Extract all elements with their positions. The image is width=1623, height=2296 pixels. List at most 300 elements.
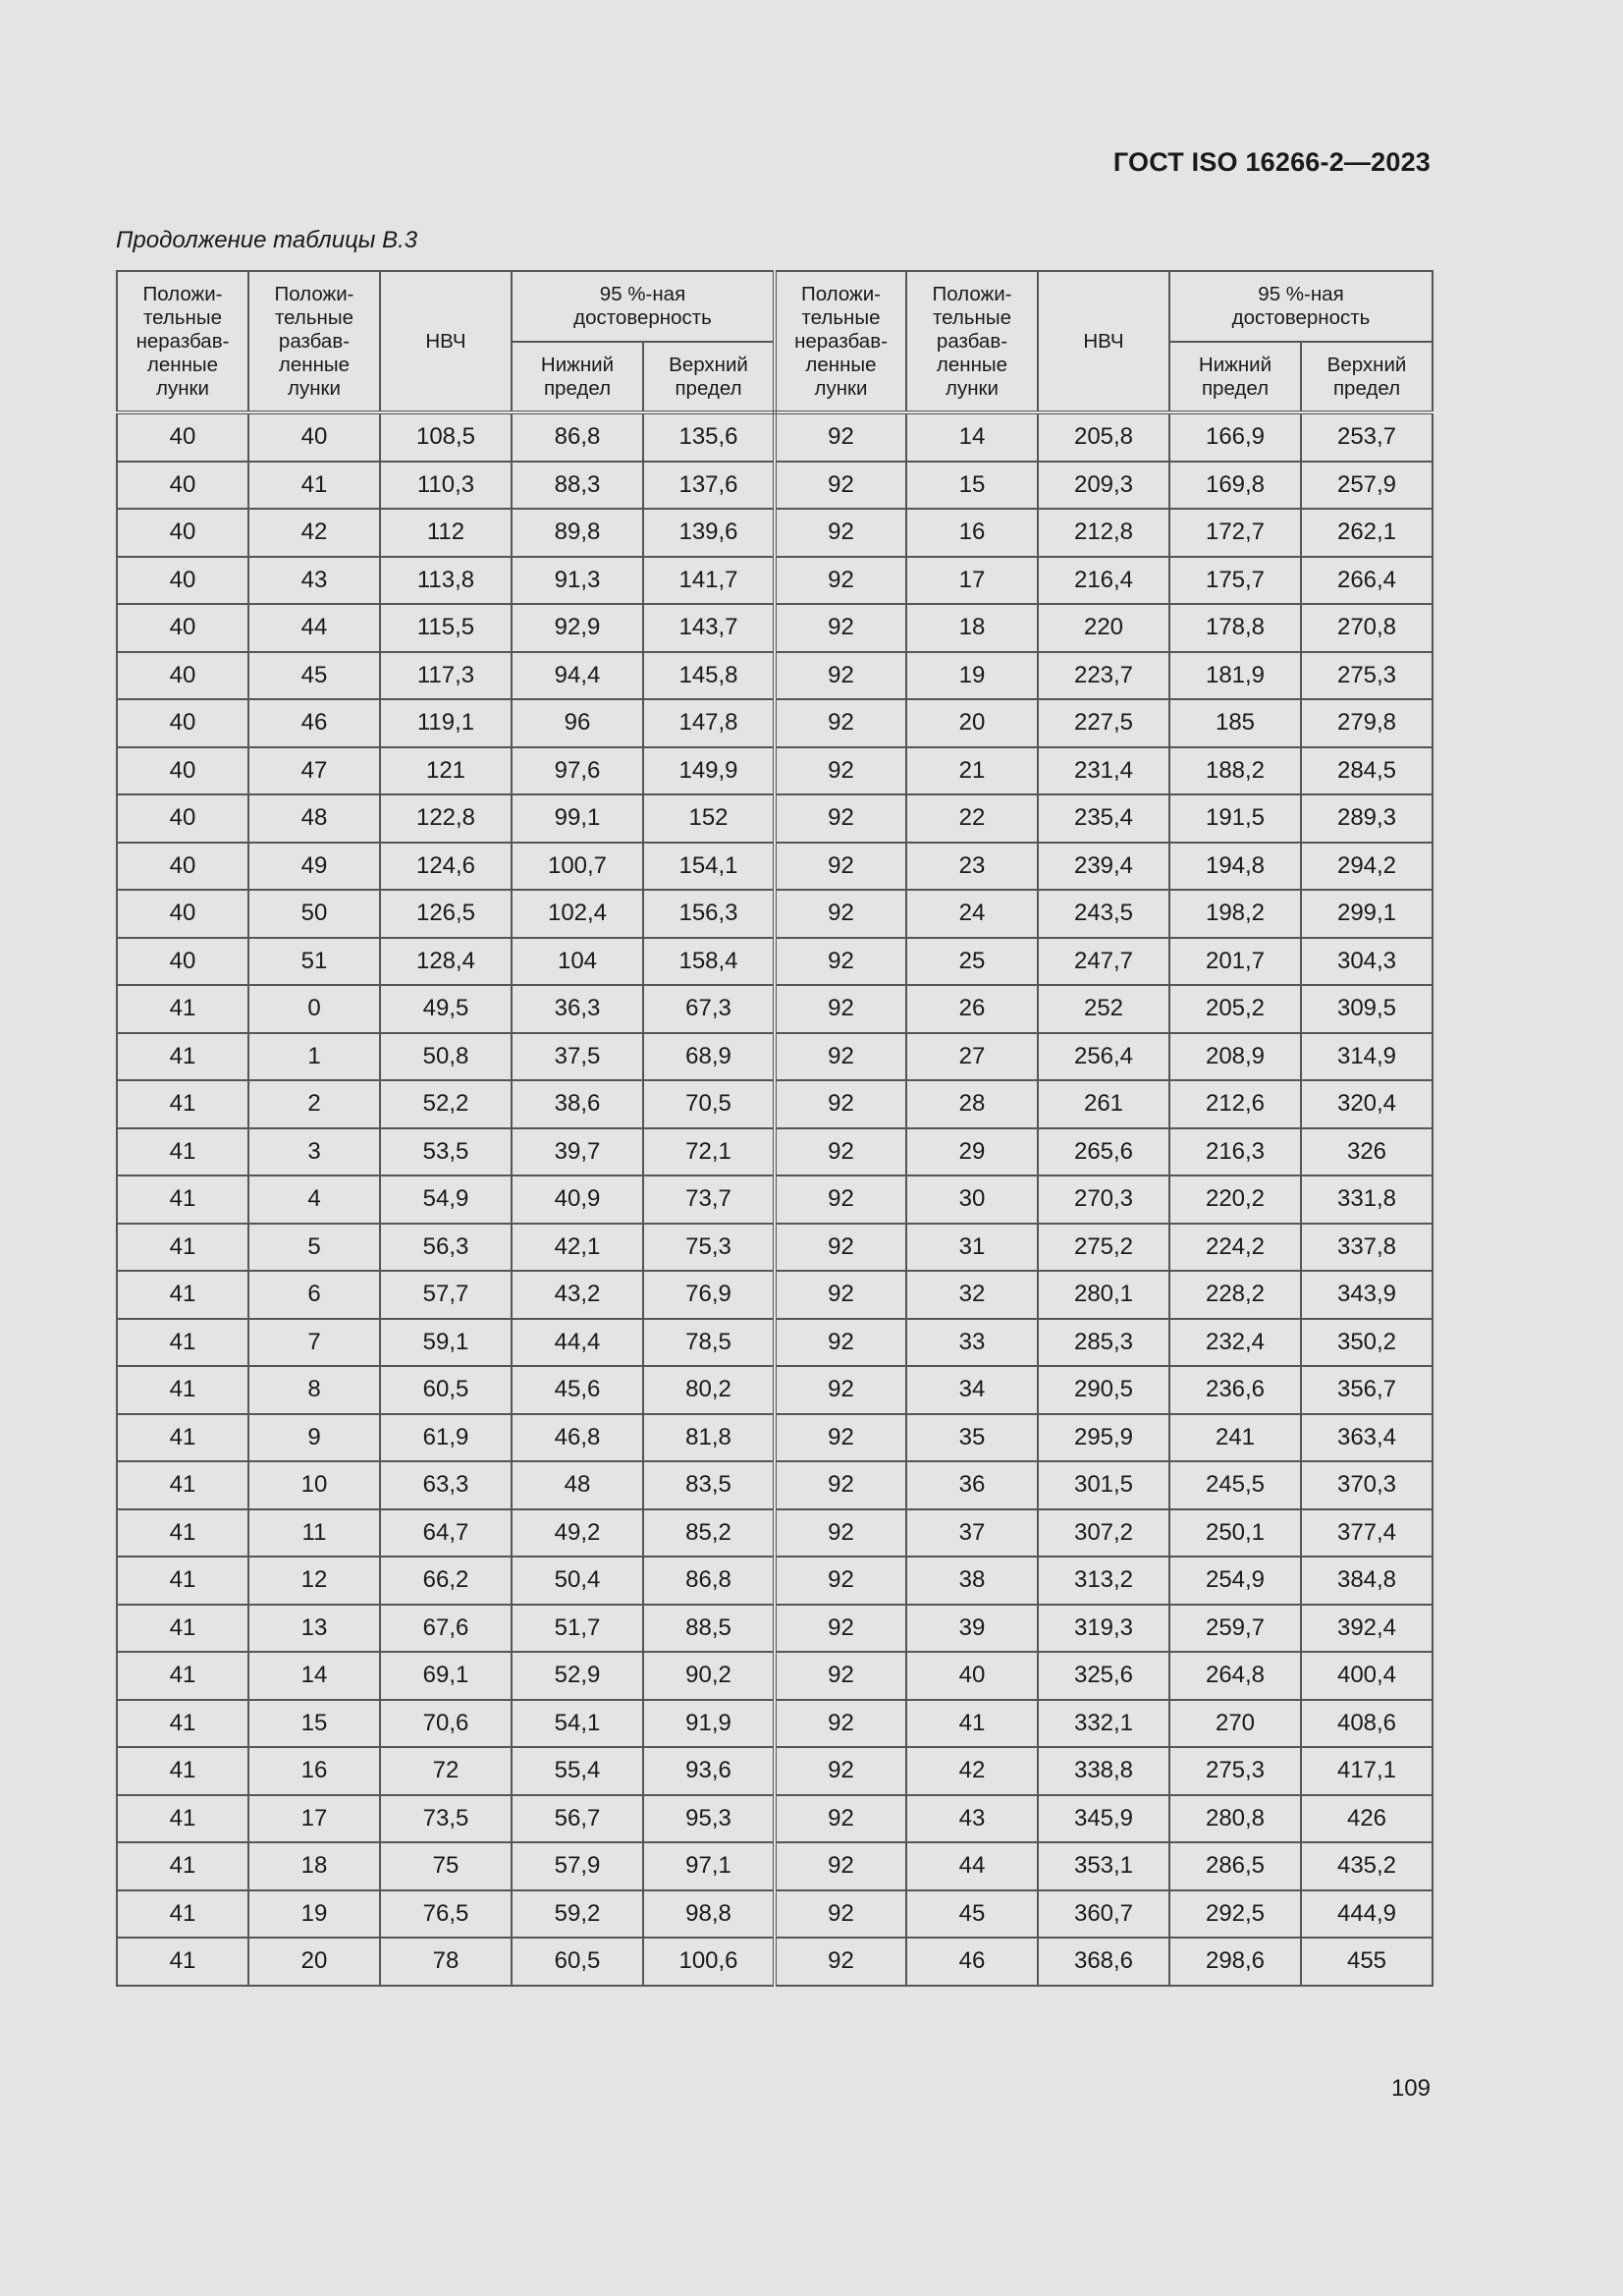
cell-upper-limit: 78,5 — [643, 1319, 775, 1367]
cell-pos-diluted-right: 31 — [906, 1224, 1038, 1272]
cell-lower-limit-right: 212,6 — [1169, 1080, 1301, 1128]
cell-pos-undiluted-right: 92 — [775, 1224, 906, 1272]
cell-lower-limit: 91,3 — [512, 557, 643, 605]
cell-upper-limit: 135,6 — [643, 412, 775, 462]
cell-upper-limit-right: 435,2 — [1301, 1842, 1433, 1890]
cell-lower-limit: 54,1 — [512, 1700, 643, 1748]
table-row — [117, 1652, 1433, 1700]
cell-upper-limit: 81,8 — [643, 1414, 775, 1462]
cell-mpn: 117,3 — [380, 652, 512, 700]
header-upper-limit-right: Верхний предел — [1301, 342, 1433, 412]
cell-mpn-right: 223,7 — [1038, 652, 1169, 700]
cell-upper-limit-right: 356,7 — [1301, 1366, 1433, 1414]
cell-pos-diluted-right: 24 — [906, 890, 1038, 938]
cell-upper-limit: 67,3 — [643, 985, 775, 1033]
cell-upper-limit: 85,2 — [643, 1509, 775, 1558]
cell-pos-diluted: 42 — [248, 509, 380, 557]
table-row — [117, 1366, 1433, 1414]
cell-mpn: 112 — [380, 509, 512, 557]
cell-mpn: 78 — [380, 1938, 512, 1986]
cell-lower-limit-right: 275,3 — [1169, 1747, 1301, 1795]
cell-upper-limit-right: 444,9 — [1301, 1890, 1433, 1939]
cell-lower-limit: 60,5 — [512, 1938, 643, 1986]
cell-mpn: 73,5 — [380, 1795, 512, 1843]
cell-upper-limit: 149,9 — [643, 747, 775, 795]
cell-mpn: 50,8 — [380, 1033, 512, 1081]
cell-pos-undiluted-right: 92 — [775, 699, 906, 747]
cell-pos-diluted-right: 35 — [906, 1414, 1038, 1462]
cell-pos-diluted-right: 27 — [906, 1033, 1038, 1081]
cell-pos-undiluted-right: 92 — [775, 1700, 906, 1748]
cell-mpn: 121 — [380, 747, 512, 795]
cell-upper-limit-right: 284,5 — [1301, 747, 1433, 795]
cell-upper-limit-right: 294,2 — [1301, 843, 1433, 891]
cell-lower-limit-right: 169,8 — [1169, 462, 1301, 510]
cell-upper-limit-right: 326 — [1301, 1128, 1433, 1176]
cell-upper-limit-right: 257,9 — [1301, 462, 1433, 510]
cell-pos-undiluted-right: 92 — [775, 652, 906, 700]
cell-lower-limit: 97,6 — [512, 747, 643, 795]
cell-pos-diluted-right: 16 — [906, 509, 1038, 557]
cell-pos-diluted-right: 44 — [906, 1842, 1038, 1890]
cell-mpn-right: 313,2 — [1038, 1557, 1169, 1605]
cell-pos-undiluted: 40 — [117, 890, 248, 938]
cell-mpn-right: 360,7 — [1038, 1890, 1169, 1939]
cell-pos-diluted-right: 26 — [906, 985, 1038, 1033]
cell-upper-limit-right: 314,9 — [1301, 1033, 1433, 1081]
cell-mpn-right: 235,4 — [1038, 794, 1169, 843]
cell-pos-undiluted: 41 — [117, 1795, 248, 1843]
cell-pos-undiluted: 41 — [117, 1890, 248, 1939]
cell-lower-limit-right: 228,2 — [1169, 1271, 1301, 1319]
cell-pos-undiluted: 41 — [117, 1033, 248, 1081]
cell-lower-limit: 39,7 — [512, 1128, 643, 1176]
cell-lower-limit-right: 201,7 — [1169, 938, 1301, 986]
cell-upper-limit-right: 320,4 — [1301, 1080, 1433, 1128]
cell-pos-undiluted-right: 92 — [775, 938, 906, 986]
cell-lower-limit-right: 250,1 — [1169, 1509, 1301, 1558]
cell-pos-undiluted: 41 — [117, 1128, 248, 1176]
cell-upper-limit: 145,8 — [643, 652, 775, 700]
cell-upper-limit-right: 279,8 — [1301, 699, 1433, 747]
cell-lower-limit-right: 254,9 — [1169, 1557, 1301, 1605]
header-lower-limit-right: Нижний предел — [1169, 342, 1301, 412]
header-mpn-right: НВЧ — [1038, 271, 1169, 412]
cell-mpn-right: 205,8 — [1038, 412, 1169, 462]
cell-lower-limit: 52,9 — [512, 1652, 643, 1700]
cell-lower-limit-right: 220,2 — [1169, 1175, 1301, 1224]
cell-pos-undiluted-right: 92 — [775, 557, 906, 605]
cell-mpn-right: 231,4 — [1038, 747, 1169, 795]
table-row — [117, 985, 1433, 1033]
cell-pos-diluted-right: 17 — [906, 557, 1038, 605]
cell-pos-undiluted-right: 92 — [775, 794, 906, 843]
cell-lower-limit-right: 241 — [1169, 1414, 1301, 1462]
cell-pos-undiluted: 40 — [117, 938, 248, 986]
cell-mpn-right: 243,5 — [1038, 890, 1169, 938]
cell-lower-limit-right: 185 — [1169, 699, 1301, 747]
table-row — [117, 938, 1433, 986]
cell-mpn-right: 256,4 — [1038, 1033, 1169, 1081]
cell-lower-limit: 43,2 — [512, 1271, 643, 1319]
cell-lower-limit-right: 208,9 — [1169, 1033, 1301, 1081]
cell-pos-diluted: 2 — [248, 1080, 380, 1128]
cell-upper-limit: 93,6 — [643, 1747, 775, 1795]
cell-pos-undiluted-right: 92 — [775, 1509, 906, 1558]
cell-pos-diluted: 47 — [248, 747, 380, 795]
cell-mpn: 59,1 — [380, 1319, 512, 1367]
table-row — [117, 509, 1433, 557]
table-row — [117, 1747, 1433, 1795]
cell-pos-undiluted: 41 — [117, 1747, 248, 1795]
cell-mpn: 70,6 — [380, 1700, 512, 1748]
cell-upper-limit-right: 275,3 — [1301, 652, 1433, 700]
cell-pos-undiluted-right: 92 — [775, 985, 906, 1033]
cell-pos-undiluted-right: 92 — [775, 1795, 906, 1843]
cell-upper-limit-right: 262,1 — [1301, 509, 1433, 557]
cell-upper-limit: 68,9 — [643, 1033, 775, 1081]
cell-mpn: 49,5 — [380, 985, 512, 1033]
mpn-table — [116, 270, 1434, 1987]
header-lower-limit: Нижний предел — [512, 342, 643, 412]
cell-lower-limit-right: 259,7 — [1169, 1605, 1301, 1653]
cell-upper-limit: 76,9 — [643, 1271, 775, 1319]
cell-pos-undiluted-right: 92 — [775, 462, 906, 510]
cell-upper-limit: 141,7 — [643, 557, 775, 605]
page-number: 109 — [1390, 2075, 1431, 2102]
cell-upper-limit: 72,1 — [643, 1128, 775, 1176]
cell-pos-undiluted: 41 — [117, 1271, 248, 1319]
table-row — [117, 1700, 1433, 1748]
cell-pos-undiluted: 41 — [117, 1557, 248, 1605]
table-row — [117, 604, 1433, 652]
cell-pos-diluted: 13 — [248, 1605, 380, 1653]
cell-mpn: 113,8 — [380, 557, 512, 605]
cell-pos-diluted: 45 — [248, 652, 380, 700]
cell-mpn-right: 227,5 — [1038, 699, 1169, 747]
cell-mpn: 61,9 — [380, 1414, 512, 1462]
cell-lower-limit-right: 270 — [1169, 1700, 1301, 1748]
cell-upper-limit-right: 289,3 — [1301, 794, 1433, 843]
cell-mpn-right: 353,1 — [1038, 1842, 1169, 1890]
table-row — [117, 747, 1433, 795]
table-row — [117, 1509, 1433, 1558]
cell-pos-diluted: 11 — [248, 1509, 380, 1558]
cell-lower-limit: 100,7 — [512, 843, 643, 891]
cell-mpn: 63,3 — [380, 1461, 512, 1509]
cell-lower-limit: 88,3 — [512, 462, 643, 510]
cell-lower-limit-right: 181,9 — [1169, 652, 1301, 700]
cell-mpn: 124,6 — [380, 843, 512, 891]
table-row — [117, 1557, 1433, 1605]
cell-lower-limit: 96 — [512, 699, 643, 747]
table-row — [117, 1890, 1433, 1939]
cell-pos-diluted: 6 — [248, 1271, 380, 1319]
cell-pos-diluted: 43 — [248, 557, 380, 605]
cell-pos-diluted-right: 22 — [906, 794, 1038, 843]
cell-lower-limit: 49,2 — [512, 1509, 643, 1558]
cell-pos-undiluted-right: 92 — [775, 1605, 906, 1653]
table-row — [117, 412, 1433, 462]
table-row — [117, 1795, 1433, 1843]
cell-pos-diluted: 48 — [248, 794, 380, 843]
cell-lower-limit: 44,4 — [512, 1319, 643, 1367]
cell-pos-diluted-right: 29 — [906, 1128, 1038, 1176]
header-confidence-95: 95 %-ная достоверность — [512, 271, 775, 342]
cell-pos-diluted-right: 38 — [906, 1557, 1038, 1605]
cell-pos-undiluted: 41 — [117, 1938, 248, 1986]
cell-pos-diluted: 18 — [248, 1842, 380, 1890]
cell-pos-diluted: 12 — [248, 1557, 380, 1605]
cell-upper-limit: 73,7 — [643, 1175, 775, 1224]
cell-upper-limit: 70,5 — [643, 1080, 775, 1128]
cell-lower-limit: 50,4 — [512, 1557, 643, 1605]
cell-pos-undiluted: 41 — [117, 1080, 248, 1128]
cell-upper-limit: 98,8 — [643, 1890, 775, 1939]
cell-mpn-right: 290,5 — [1038, 1366, 1169, 1414]
cell-pos-undiluted: 41 — [117, 1842, 248, 1890]
cell-lower-limit: 56,7 — [512, 1795, 643, 1843]
cell-mpn: 69,1 — [380, 1652, 512, 1700]
table-row — [117, 1938, 1433, 1986]
cell-lower-limit-right: 194,8 — [1169, 843, 1301, 891]
cell-pos-diluted-right: 46 — [906, 1938, 1038, 1986]
table-row — [117, 1842, 1433, 1890]
cell-upper-limit-right: 331,8 — [1301, 1175, 1433, 1224]
header-positive-diluted-wells: Положи- тельные разбав- ленные лунки — [248, 271, 380, 412]
table-row — [117, 1461, 1433, 1509]
cell-upper-limit: 156,3 — [643, 890, 775, 938]
cell-lower-limit: 55,4 — [512, 1747, 643, 1795]
cell-lower-limit-right: 166,9 — [1169, 412, 1301, 462]
cell-pos-undiluted-right: 92 — [775, 1175, 906, 1224]
table-row — [117, 557, 1433, 605]
cell-upper-limit-right: 350,2 — [1301, 1319, 1433, 1367]
cell-mpn: 75 — [380, 1842, 512, 1890]
cell-upper-limit: 91,9 — [643, 1700, 775, 1748]
cell-pos-diluted: 50 — [248, 890, 380, 938]
cell-lower-limit: 89,8 — [512, 509, 643, 557]
cell-pos-diluted-right: 36 — [906, 1461, 1038, 1509]
cell-mpn: 122,8 — [380, 794, 512, 843]
cell-pos-undiluted: 40 — [117, 699, 248, 747]
table-row — [117, 1224, 1433, 1272]
cell-mpn: 54,9 — [380, 1175, 512, 1224]
cell-upper-limit-right: 309,5 — [1301, 985, 1433, 1033]
cell-lower-limit: 104 — [512, 938, 643, 986]
cell-mpn: 115,5 — [380, 604, 512, 652]
cell-pos-diluted: 10 — [248, 1461, 380, 1509]
cell-mpn-right: 345,9 — [1038, 1795, 1169, 1843]
cell-pos-undiluted: 40 — [117, 509, 248, 557]
cell-upper-limit-right: 304,3 — [1301, 938, 1433, 986]
cell-pos-diluted-right: 45 — [906, 1890, 1038, 1939]
cell-lower-limit: 51,7 — [512, 1605, 643, 1653]
cell-mpn-right: 338,8 — [1038, 1747, 1169, 1795]
cell-lower-limit: 37,5 — [512, 1033, 643, 1081]
cell-lower-limit-right: 216,3 — [1169, 1128, 1301, 1176]
cell-mpn-right: 216,4 — [1038, 557, 1169, 605]
cell-pos-diluted: 17 — [248, 1795, 380, 1843]
cell-mpn-right: 275,2 — [1038, 1224, 1169, 1272]
table-row — [117, 794, 1433, 843]
cell-mpn-right: 265,6 — [1038, 1128, 1169, 1176]
table-row — [117, 1319, 1433, 1367]
cell-pos-undiluted: 41 — [117, 985, 248, 1033]
cell-mpn-right: 325,6 — [1038, 1652, 1169, 1700]
cell-pos-undiluted: 40 — [117, 794, 248, 843]
table-row — [117, 699, 1433, 747]
cell-mpn-right: 247,7 — [1038, 938, 1169, 986]
cell-mpn-right: 212,8 — [1038, 509, 1169, 557]
cell-pos-undiluted: 41 — [117, 1509, 248, 1558]
cell-pos-undiluted-right: 92 — [775, 747, 906, 795]
cell-mpn: 76,5 — [380, 1890, 512, 1939]
cell-lower-limit-right: 172,7 — [1169, 509, 1301, 557]
cell-pos-undiluted: 41 — [117, 1461, 248, 1509]
cell-pos-diluted: 19 — [248, 1890, 380, 1939]
cell-upper-limit: 95,3 — [643, 1795, 775, 1843]
cell-mpn: 66,2 — [380, 1557, 512, 1605]
cell-upper-limit-right: 384,8 — [1301, 1557, 1433, 1605]
cell-pos-undiluted: 41 — [117, 1175, 248, 1224]
cell-mpn-right: 209,3 — [1038, 462, 1169, 510]
cell-mpn-right: 368,6 — [1038, 1938, 1169, 1986]
cell-pos-undiluted: 40 — [117, 604, 248, 652]
cell-pos-diluted-right: 42 — [906, 1747, 1038, 1795]
cell-lower-limit-right: 280,8 — [1169, 1795, 1301, 1843]
cell-pos-diluted: 41 — [248, 462, 380, 510]
cell-lower-limit-right: 298,6 — [1169, 1938, 1301, 1986]
cell-upper-limit-right: 377,4 — [1301, 1509, 1433, 1558]
table-row — [117, 1128, 1433, 1176]
header-positive-undiluted-wells-right: Положи- тельные неразбав- ленные лунки — [775, 271, 906, 412]
cell-pos-diluted-right: 28 — [906, 1080, 1038, 1128]
cell-upper-limit: 152 — [643, 794, 775, 843]
cell-upper-limit-right: 363,4 — [1301, 1414, 1433, 1462]
cell-lower-limit: 59,2 — [512, 1890, 643, 1939]
cell-lower-limit-right: 175,7 — [1169, 557, 1301, 605]
cell-lower-limit: 36,3 — [512, 985, 643, 1033]
cell-pos-undiluted-right: 92 — [775, 1557, 906, 1605]
cell-pos-undiluted-right: 92 — [775, 1652, 906, 1700]
cell-upper-limit-right: 392,4 — [1301, 1605, 1433, 1653]
cell-mpn-right: 261 — [1038, 1080, 1169, 1128]
cell-mpn-right: 270,3 — [1038, 1175, 1169, 1224]
cell-pos-undiluted: 40 — [117, 652, 248, 700]
cell-pos-undiluted: 40 — [117, 747, 248, 795]
cell-pos-undiluted: 41 — [117, 1414, 248, 1462]
cell-lower-limit-right: 245,5 — [1169, 1461, 1301, 1509]
cell-upper-limit: 88,5 — [643, 1605, 775, 1653]
cell-pos-diluted: 9 — [248, 1414, 380, 1462]
cell-mpn: 72 — [380, 1747, 512, 1795]
cell-upper-limit-right: 253,7 — [1301, 412, 1433, 462]
cell-pos-diluted: 8 — [248, 1366, 380, 1414]
cell-pos-undiluted-right: 92 — [775, 1842, 906, 1890]
cell-pos-diluted: 7 — [248, 1319, 380, 1367]
cell-pos-diluted: 4 — [248, 1175, 380, 1224]
cell-lower-limit: 42,1 — [512, 1224, 643, 1272]
cell-pos-diluted-right: 21 — [906, 747, 1038, 795]
cell-mpn: 128,4 — [380, 938, 512, 986]
cell-pos-undiluted-right: 92 — [775, 843, 906, 891]
cell-pos-undiluted-right: 92 — [775, 1890, 906, 1939]
cell-pos-undiluted-right: 92 — [775, 1938, 906, 1986]
table-row — [117, 462, 1433, 510]
cell-mpn: 126,5 — [380, 890, 512, 938]
cell-pos-diluted: 16 — [248, 1747, 380, 1795]
cell-pos-undiluted-right: 92 — [775, 1271, 906, 1319]
table-body — [117, 412, 1433, 1986]
cell-upper-limit: 139,6 — [643, 509, 775, 557]
cell-pos-diluted-right: 23 — [906, 843, 1038, 891]
cell-mpn-right: 252 — [1038, 985, 1169, 1033]
cell-mpn-right: 307,2 — [1038, 1509, 1169, 1558]
cell-pos-undiluted: 41 — [117, 1224, 248, 1272]
cell-pos-diluted: 51 — [248, 938, 380, 986]
cell-pos-diluted: 15 — [248, 1700, 380, 1748]
table-row — [117, 890, 1433, 938]
cell-mpn: 53,5 — [380, 1128, 512, 1176]
cell-pos-undiluted-right: 92 — [775, 412, 906, 462]
cell-lower-limit: 92,9 — [512, 604, 643, 652]
cell-pos-diluted-right: 43 — [906, 1795, 1038, 1843]
cell-pos-diluted: 40 — [248, 412, 380, 462]
table-row — [117, 1080, 1433, 1128]
cell-mpn: 52,2 — [380, 1080, 512, 1128]
cell-pos-diluted-right: 40 — [906, 1652, 1038, 1700]
cell-upper-limit: 80,2 — [643, 1366, 775, 1414]
cell-pos-diluted: 20 — [248, 1938, 380, 1986]
cell-pos-diluted-right: 25 — [906, 938, 1038, 986]
cell-pos-diluted-right: 18 — [906, 604, 1038, 652]
cell-upper-limit: 86,8 — [643, 1557, 775, 1605]
header-positive-diluted-wells-right: Положи- тельные разбав- ленные лунки — [906, 271, 1038, 412]
cell-upper-limit: 137,6 — [643, 462, 775, 510]
cell-pos-undiluted: 40 — [117, 843, 248, 891]
header-mpn: НВЧ — [380, 271, 512, 412]
header-upper-limit: Верхний предел — [643, 342, 775, 412]
cell-lower-limit: 102,4 — [512, 890, 643, 938]
table-row — [117, 1175, 1433, 1224]
cell-pos-diluted: 0 — [248, 985, 380, 1033]
cell-mpn-right: 332,1 — [1038, 1700, 1169, 1748]
cell-pos-diluted-right: 19 — [906, 652, 1038, 700]
cell-mpn: 108,5 — [380, 412, 512, 462]
cell-lower-limit-right: 224,2 — [1169, 1224, 1301, 1272]
cell-lower-limit-right: 178,8 — [1169, 604, 1301, 652]
cell-mpn-right: 295,9 — [1038, 1414, 1169, 1462]
cell-pos-undiluted-right: 92 — [775, 890, 906, 938]
cell-mpn: 67,6 — [380, 1605, 512, 1653]
cell-upper-limit-right: 343,9 — [1301, 1271, 1433, 1319]
cell-upper-limit: 83,5 — [643, 1461, 775, 1509]
cell-pos-undiluted: 40 — [117, 557, 248, 605]
table-row — [117, 843, 1433, 891]
cell-upper-limit-right: 266,4 — [1301, 557, 1433, 605]
cell-mpn: 110,3 — [380, 462, 512, 510]
cell-pos-undiluted: 40 — [117, 412, 248, 462]
cell-lower-limit: 48 — [512, 1461, 643, 1509]
cell-pos-diluted-right: 39 — [906, 1605, 1038, 1653]
cell-pos-undiluted: 41 — [117, 1652, 248, 1700]
header-positive-undiluted-wells: Положи- тельные неразбав- ленные лунки — [117, 271, 248, 412]
cell-lower-limit-right: 198,2 — [1169, 890, 1301, 938]
cell-lower-limit-right: 205,2 — [1169, 985, 1301, 1033]
cell-upper-limit-right: 400,4 — [1301, 1652, 1433, 1700]
cell-upper-limit: 147,8 — [643, 699, 775, 747]
